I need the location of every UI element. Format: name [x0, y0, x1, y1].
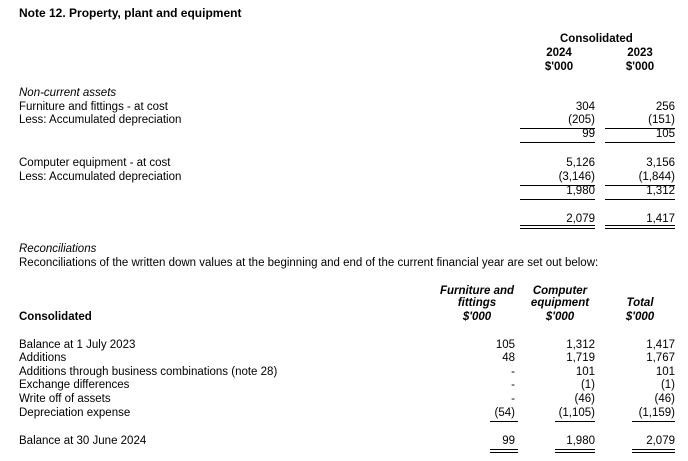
- col-header-computer: equipment: [530, 297, 590, 309]
- total-underline: [555, 449, 595, 450]
- row-label: Furniture and fittings - at cost: [19, 101, 168, 113]
- underline: [632, 421, 675, 422]
- recon-row-label: Write off of assets: [19, 393, 111, 405]
- recon-row-label: Additions: [19, 352, 67, 364]
- cell-2023: 3,156: [646, 157, 675, 169]
- underline: [555, 421, 595, 422]
- reconciliations-text: Reconciliations of the written down values at the beginning and end of the current financial year are set out below:: [19, 257, 599, 269]
- recon-cell: 1,417: [646, 339, 675, 351]
- year-2023: 2023: [627, 47, 653, 59]
- col-header-furniture: Furniture and: [439, 285, 515, 297]
- unit-2023: $'000: [625, 61, 655, 73]
- recon-cell: 105: [495, 339, 515, 351]
- col-header-computer: Computer: [532, 285, 588, 297]
- recon-row-label: Balance at 30 June 2024: [19, 435, 147, 447]
- recon-row-label: Additions through business combinations (note 28): [19, 366, 278, 378]
- underline: [520, 199, 595, 200]
- cell-2024: 5,126: [566, 157, 595, 169]
- underline: [520, 142, 595, 143]
- recon-cell: 1,312: [566, 339, 595, 351]
- year-2024: 2024: [546, 47, 572, 59]
- cell-2024: (205): [568, 114, 595, 126]
- subtotal-2024: 1,980: [566, 185, 595, 197]
- underline: [605, 142, 675, 143]
- total-underline: [520, 228, 595, 229]
- col-header-unit: $'000: [625, 311, 655, 323]
- cell-2024: 304: [575, 101, 595, 113]
- recon-cell: 48: [502, 352, 515, 364]
- recon-row-header: Consolidated: [19, 311, 92, 323]
- subtotal-2024: 99: [582, 128, 595, 140]
- consolidated-header: Consolidated: [560, 33, 633, 45]
- recon-cell: (1,159): [638, 407, 675, 419]
- recon-cell: 101: [655, 366, 675, 378]
- subtotal-2023: 1,312: [646, 185, 675, 197]
- recon-cell: 2,079: [646, 435, 675, 447]
- cell-2023: (1,844): [638, 171, 675, 183]
- recon-cell: (46): [654, 393, 675, 405]
- row-label: Computer equipment - at cost: [19, 157, 171, 169]
- recon-cell: (1,105): [558, 407, 595, 419]
- total-underline: [490, 449, 518, 450]
- col-header-total: Total: [626, 297, 654, 309]
- row-label: Less: Accumulated depreciation: [19, 114, 182, 126]
- reconciliations-heading: Reconciliations: [19, 243, 97, 255]
- subtotal-2023: 105: [655, 128, 675, 140]
- recon-cell: 1,719: [566, 352, 595, 364]
- recon-cell: 1,767: [646, 352, 675, 364]
- recon-cell: (46): [574, 393, 595, 405]
- row-label: Less: Accumulated depreciation: [19, 171, 182, 183]
- cell-2023: 256: [655, 101, 675, 113]
- recon-cell: (54): [494, 407, 515, 419]
- total-underline: [555, 452, 595, 453]
- recon-row-label: Balance at 1 July 2023: [19, 339, 136, 351]
- total-underline: [605, 225, 675, 226]
- recon-cell: 99: [502, 435, 515, 447]
- total-2024: 2,079: [566, 213, 595, 225]
- recon-cell: -: [511, 379, 515, 391]
- total-underline: [632, 452, 675, 453]
- noncurrent-label: Non-current assets: [19, 87, 117, 99]
- col-header-unit: $'000: [462, 311, 492, 323]
- total-underline: [520, 225, 595, 226]
- unit-2024: $'000: [544, 61, 574, 73]
- recon-cell: -: [511, 366, 515, 378]
- cell-2024: (3,146): [558, 171, 595, 183]
- total-2023: 1,417: [646, 213, 675, 225]
- total-underline: [632, 449, 675, 450]
- recon-cell: (1): [660, 379, 675, 391]
- recon-row-label: Depreciation expense: [19, 407, 131, 419]
- page-title: Note 12. Property, plant and equipment: [19, 6, 242, 20]
- recon-row-label: Exchange differences: [19, 379, 130, 391]
- total-underline: [605, 228, 675, 229]
- recon-cell: 101: [575, 366, 595, 378]
- recon-cell: 1,980: [566, 435, 595, 447]
- underline: [490, 421, 518, 422]
- underline: [605, 199, 675, 200]
- cell-2023: (151): [648, 114, 675, 126]
- recon-cell: -: [511, 393, 515, 405]
- col-header-unit: $'000: [545, 311, 575, 323]
- recon-cell: (1): [580, 379, 595, 391]
- col-header-furniture: fittings: [457, 297, 497, 309]
- total-underline: [490, 452, 518, 453]
